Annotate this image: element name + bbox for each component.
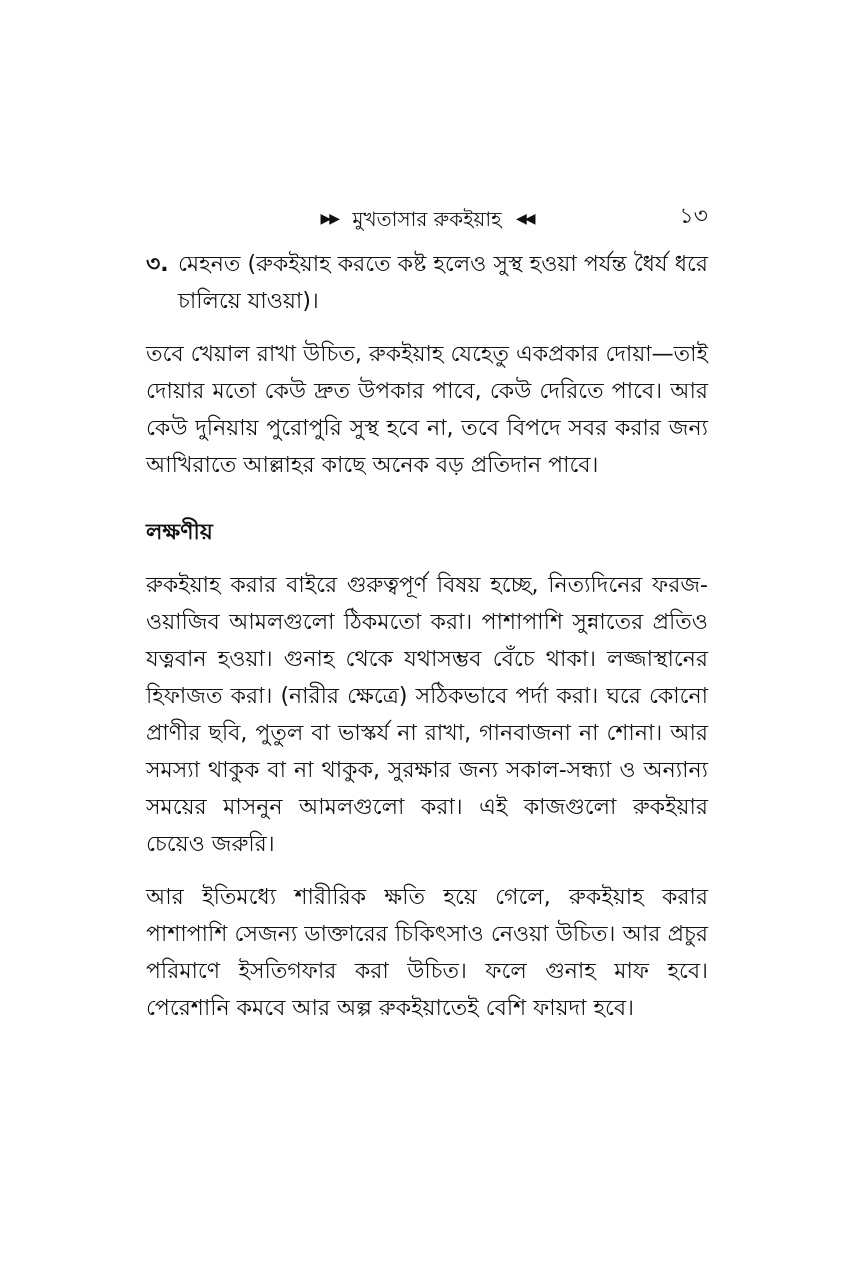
running-header (146, 200, 708, 234)
body-text (146, 246, 708, 1043)
paragraph: আর ইতিমধ্যে শারীরিক ক্ষতি হয়ে গেলে, রুকইয়াহ করার পাশাপাশি সেজন্য ডাক্তারের চিকিৎসাও নেওয়া উচিত। আর প্রচুর পরিমাণে ইসতিগফার করা উচিত। ফলে গুনাহ মাফ হবে। পেরেশানি কমবে আর অল্প রুকইয়াতেই বেশি ফায়দা হবে। (146, 885, 708, 1021)
double-left-arrow-icon: ◀◀ (515, 210, 534, 227)
double-right-arrow-icon: ▶▶ (320, 210, 339, 227)
section-heading: লক্ষণীয় (146, 520, 213, 545)
paragraph: তবে খেয়াল রাখা উচিত, রুকইয়াহ যেহেতু একপ্রকার দোয়া—তাই দোয়ার মতো কেউ দ্রুত উপকার পাবে, কেউ দেরিতে পাবে। আর কেউ দুনিয়ায় পুরোপুরি সুস্থ হবে না, তবে বিপদে সবর করার জন্য আখিরাতে আল্লাহর কাছে অনেক বড় প্রতিদান পাবে। (146, 342, 708, 478)
paragraph: রুকইয়াহ করার বাইরে গুরুত্বপূর্ণ বিষয় হচ্ছে, নিত্যদিনের ফরজ-ওয়াজিব আমলগুলো ঠিকমতো করা। পাশাপাশি সুন্নাতের প্রতিও যত্নবান হওয়া। গুনাহ থেকে যথাসম্ভব বেঁচে থাকা। লজ্জাস্থানের হিফাজত করা। (নারীর ক্ষেত্রে) সঠিকভাবে পর্দা করা। ঘরে কোনো প্রাণীর ছবি, পুতুল বা ভাস্কর্য না রাখা, গানবাজনা না শোনা। আর সমস্যা থাকুক বা না থাকুক, সুরক্ষার জন্য সকাল-সন্ধ্যা ও অন্যান্য সময়ের মাসনুন আমলগুলো করা। এই কাজগুলো রুকইয়ার চেয়েও জরুরি। (146, 573, 708, 857)
list-item (146, 246, 708, 320)
book-title: মুখতাসার রুকইয়াহ (352, 206, 502, 231)
running-title (146, 200, 708, 236)
list-item-text: মেহনত (রুকইয়াহ করতে কষ্ট হলেও সুস্থ হওয়া পর্যন্ত ধৈর্য ধরে চালিয়ে যাওয়া)। (178, 252, 708, 314)
page-number: ১৩ (679, 204, 708, 229)
list-item-number: ৩. (146, 252, 169, 277)
